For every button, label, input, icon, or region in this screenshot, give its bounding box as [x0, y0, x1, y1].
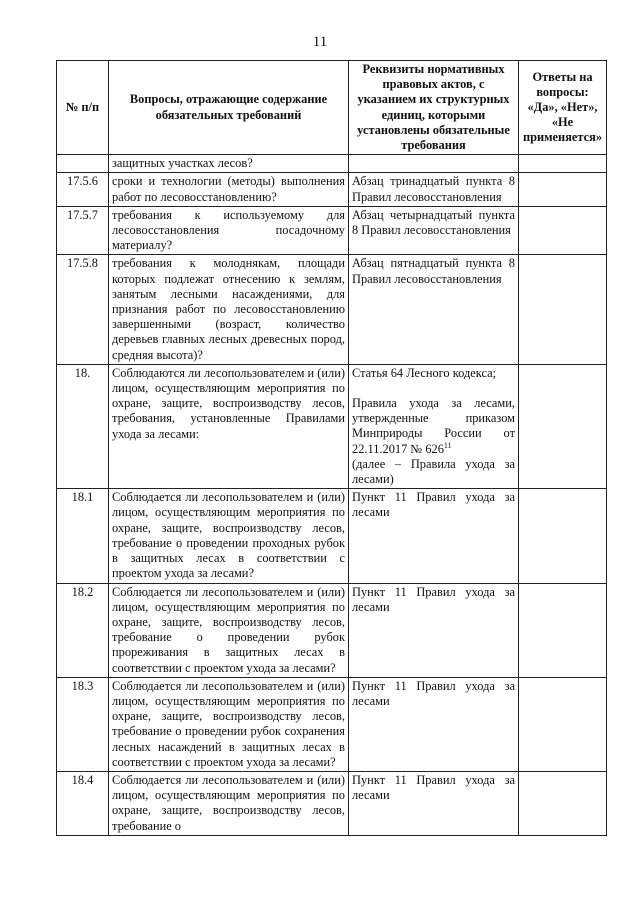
row-question: требования к молоднякам, площади которых подлежат отнесению к землям, занятым лесными насаждениями, для признания работ по лесовосстановлению завершенными (возраст, количество деревьев главных лесных древесных пород, средняя высота)? — [109, 255, 349, 364]
table-row — [57, 489, 607, 583]
row-number: 18. — [57, 364, 109, 488]
page-number: 11 — [312, 34, 328, 50]
row-number: 17.5.7 — [57, 206, 109, 255]
row-reference — [349, 364, 519, 488]
row-number: 18.4 — [57, 771, 109, 835]
reference-line: Статья 64 Лесного кодекса; — [352, 365, 497, 380]
header-question: Вопросы, отражающие содержание обязательных требований — [109, 61, 349, 155]
row-question: Соблюдается ли лесопользователем и (или) лицом, осуществляющим мероприятия по охране, защите, воспроизводству лесов, требование о — [109, 771, 349, 835]
row-reference — [349, 155, 519, 173]
row-answer-cell[interactable] — [519, 364, 607, 488]
row-answer-cell[interactable] — [519, 489, 607, 583]
reference-line: Абзац четырнадцатый пункта 8 Правил лесовосстановления — [352, 207, 515, 238]
row-question: Соблюдается ли лесопользователем и (или) лицом, осуществляющим мероприятия по охране, защите, воспроизводству лесов, требование о проведении рубок прореживания в защитных лесах в соответствии с проектом ухода за лесами? — [109, 583, 349, 677]
row-answer-cell[interactable] — [519, 677, 607, 771]
requirements-table — [56, 60, 607, 836]
header-num: № п/п — [57, 61, 109, 155]
footnote-marker: 11 — [443, 440, 452, 450]
reference-line: Пункт 11 Правил ухода за лесами — [352, 584, 515, 614]
table-row — [57, 173, 607, 206]
row-answer-cell[interactable] — [519, 583, 607, 677]
row-question: Соблюдается ли лесопользователем и (или) лицом, осуществляющим мероприятия по охране, защите, воспроизводству лесов, требование о проведении рубок сохранения лесных насаждений в защитных лесах в соответствии с проектом ухода за лесами? — [109, 677, 349, 771]
table-row — [57, 771, 607, 835]
table-header-row — [57, 61, 607, 155]
row-question: требования к используемому для лесовосстановления посадочному материалу? — [109, 206, 349, 255]
header-answer: Ответы на вопросы: «Да», «Нет», «Не применяется» — [519, 61, 607, 155]
row-number: 17.5.6 — [57, 173, 109, 206]
table-row — [57, 206, 607, 255]
row-answer-cell[interactable] — [519, 255, 607, 364]
row-answer-cell[interactable] — [519, 771, 607, 835]
row-reference — [349, 173, 519, 206]
row-number — [57, 155, 109, 173]
table-row — [57, 677, 607, 771]
table-row — [57, 155, 607, 173]
reference-line: Пункт 11 Правил ухода за лесами — [352, 490, 515, 520]
reference-line: Абзац тринадцатый пункта 8 Правил лесовосстановления — [352, 174, 515, 204]
row-number: 18.3 — [57, 677, 109, 771]
table-row — [57, 255, 607, 364]
reference-line: Абзац пятнадцатый пункта 8 Правил лесовосстановления — [352, 256, 515, 286]
reference-line: Пункт 11 Правил ухода за лесами — [352, 678, 515, 708]
row-reference — [349, 255, 519, 364]
row-number: 17.5.8 — [57, 255, 109, 364]
header-reference: Реквизиты нормативных правовых актов, с указанием их структурных единиц, которыми установлены обязательные требования — [349, 61, 519, 155]
row-reference — [349, 771, 519, 835]
table-row — [57, 583, 607, 677]
row-number: 18.2 — [57, 583, 109, 677]
table-row — [57, 364, 607, 488]
row-number: 18.1 — [57, 489, 109, 583]
row-reference — [349, 677, 519, 771]
row-question: Соблюдаются ли лесопользователем и (или) лицом, осуществляющим мероприятия по охране, защите, воспроизводству лесов, требования, установленные Правилами ухода за лесами: — [109, 364, 349, 488]
row-answer-cell[interactable] — [519, 173, 607, 206]
reference-line: Пункт 11 Правил ухода за лесами — [352, 772, 515, 803]
row-reference — [349, 583, 519, 677]
row-answer-cell[interactable] — [519, 206, 607, 255]
row-reference — [349, 489, 519, 583]
reference-line: Правила ухода за лесами, утвержденные приказом Минприроды России от 22.11.2017 № $626^{11}$ — [352, 396, 515, 456]
row-question: защитных участках лесов? — [109, 155, 349, 173]
reference-line: (далее – Правила ухода за лесами) — [352, 456, 515, 487]
row-question: сроки и технологии (методы) выполнения работ по лесовосстановлению? — [109, 173, 349, 206]
row-question: Соблюдается ли лесопользователем и (или) лицом, осуществляющим мероприятия по охране, защите, воспроизводству лесов, требование о проведении проходных рубок в защитных лесах в соответствии с проектом ухода за лесами? — [109, 489, 349, 583]
row-answer-cell[interactable] — [519, 155, 607, 173]
row-reference — [349, 206, 519, 255]
